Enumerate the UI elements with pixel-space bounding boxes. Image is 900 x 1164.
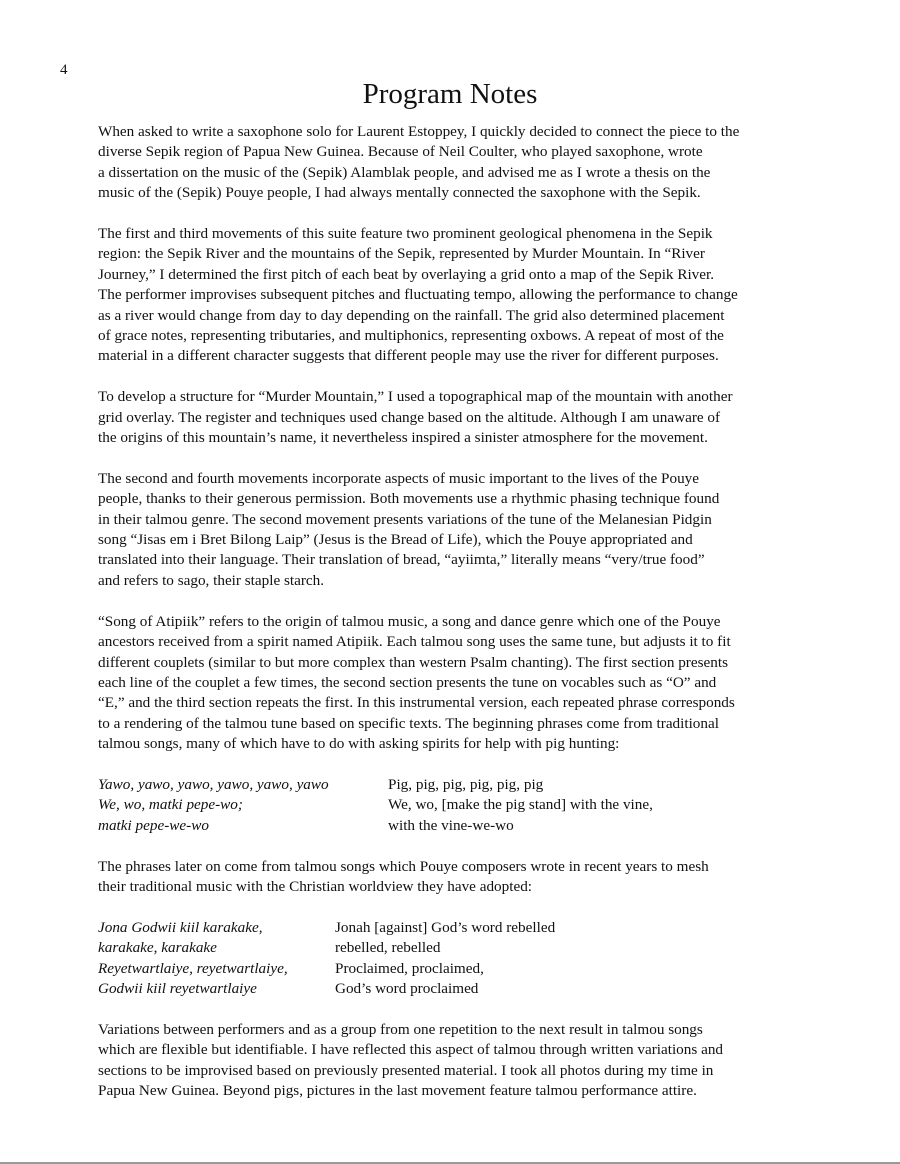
paragraph-line: people, thanks to their generous permission. Both movements use a rhythmic phasing technique found [98, 490, 720, 508]
paragraphs-block [98, 122, 848, 755]
verse-pig-hunting [98, 775, 848, 836]
paragraph-line: The performer improvises subsequent pitches and fluctuating tempo, allowing the performance to change [98, 286, 738, 304]
paragraph-line: music of the (Sepik) Pouye people, I had always mentally connected the saxophone with the Sepik. [98, 184, 701, 202]
paragraph-line: which are flexible but identifiable. I have reflected this aspect of talmou through written variations and [98, 1041, 724, 1059]
paragraph-line: When asked to write a saxophone solo for Laurent Estoppey, I quickly decided to connect the piece to the [98, 123, 740, 140]
paragraph-line: sections to be improvised based on previously presented material. I took all photos during my time in [98, 1061, 714, 1079]
paragraph-line: The second and fourth movements incorporate aspects of music important to the lives of the Pouye [98, 469, 700, 487]
paragraph-later-phrases [98, 857, 848, 898]
verse-line [98, 918, 848, 938]
paragraph-line: in their talmou genre. The second movement presents variations of the tune of the Melanesian Pidgin [98, 510, 712, 528]
paragraph [98, 387, 848, 448]
paragraph-line: The phrases later on come from talmou songs which Pouye composers wrote in recent years to mesh [98, 857, 709, 875]
paragraph-line: the origins of this mountain’s name, it nevertheless inspired a sinister atmosphere for the movement. [98, 429, 708, 447]
paragraph-line: “E,” and the third section repeats the first. In this instrumental version, each repeated phrase corresponds [98, 694, 735, 712]
paragraph-line: region: the Sepik River and the mountains of the Sepik, represented by Murder Mountain. In “River [98, 245, 705, 263]
verse-line [98, 816, 848, 836]
paragraph-line: grid overlay. The register and techniques used change based on the altitude. Although I am unaware of [98, 408, 721, 426]
paragraph-line: different couplets (similar to but more complex than western Psalm chanting). The first section presents [98, 653, 728, 671]
paragraph-line: material in a different character suggests that different people may use the river for different purposes. [98, 347, 719, 365]
paragraph-line: each line of the couplet a few times, the second section presents the tune on vocables such as “O” and [98, 673, 717, 691]
verse-line [98, 979, 848, 999]
verse-original-text: karakake, karakake [98, 939, 217, 957]
paragraph-line: a dissertation on the music of the (Sepik) Alamblak people, and advised me as I wrote a thesis on the [98, 163, 711, 181]
paragraph-line: “Song of Atipiik” refers to the origin of talmou music, a song and dance genre which one of the Pouye [98, 612, 721, 630]
verse-translation-text: with the vine-we-wo [388, 816, 514, 834]
verse-jonah [98, 918, 848, 1000]
paragraph [98, 469, 848, 591]
verse-original-text: Yawo, yawo, yawo, yawo, yawo, yawo [98, 775, 329, 793]
document-body [98, 122, 848, 1101]
verse-line [98, 775, 848, 795]
page-title: Program Notes [362, 78, 538, 110]
paragraph-line: ancestors received from a spirit named Atipiik. Each talmou song uses the same tune, but adjusts it to fit [98, 633, 731, 651]
paragraph-line: talmou songs, many of which have to do with asking spirits for help with pig hunting: [98, 735, 620, 753]
verse-original-text: matki pepe-we-wo [98, 816, 209, 834]
verse-line [98, 959, 848, 979]
paragraph-line: Journey,” I determined the first pitch of each beat by overlaying a grid onto a map of the Sepik River. [98, 265, 715, 283]
paragraph-line: song “Jisas em i Bret Bilong Laip” (Jesus is the Bread of Life), which the Pouye appropriated and [98, 531, 693, 549]
verse-translation-text: God’s word proclaimed [335, 979, 479, 997]
verse-original-text: Reyetwartlaiye, reyetwartlaiye, [98, 959, 288, 977]
paragraph-line: Variations between performers and as a group from one repetition to the next result in talmou songs [98, 1020, 703, 1038]
paragraph-line: to a rendering of the talmou tune based on specific texts. The beginning phrases come from traditional [98, 714, 719, 732]
verse-translation-text: Jonah [against] God’s word rebelled [335, 918, 556, 936]
verse-line [98, 795, 848, 815]
verse-translation-text: Pig, pig, pig, pig, pig, pig [388, 775, 544, 793]
verse-translation-text: rebelled, rebelled [335, 939, 441, 957]
paragraph-line: Papua New Guinea. Beyond pigs, pictures in the last movement feature talmou performance attire. [98, 1081, 697, 1099]
paragraph-line: The first and third movements of this suite feature two prominent geological phenomena in the Sepik [98, 225, 713, 243]
paragraph [98, 612, 848, 755]
paragraph-line: their traditional music with the Christian worldview they have adopted: [98, 877, 533, 895]
paragraph-line: To develop a structure for “Murder Mountain,” I used a topographical map of the mountain with another [98, 388, 733, 406]
paragraph-line: diverse Sepik region of Papua New Guinea. Because of Neil Coulter, who played saxophone, wrote [98, 143, 703, 161]
paragraph-line: translated into their language. Their translation of bread, “ayiimta,” literally means “very/true food” [98, 551, 705, 569]
paragraph-line: as a river would change from day to day depending on the rainfall. The grid also determined placement [98, 306, 725, 324]
paragraph [98, 122, 848, 204]
verse-translation-text: We, wo, [make the pig stand] with the vine, [388, 796, 653, 814]
verse-line [98, 938, 848, 958]
verse-translation-text: Proclaimed, proclaimed, [335, 959, 484, 977]
verse-original-text: Jona Godwii kiil karakake, [98, 918, 263, 936]
verse-original-text: Godwii kiil reyetwartlaiye [98, 979, 257, 997]
verse-original-text: We, wo, matki pepe-wo; [98, 796, 243, 814]
page-number: 4 [60, 62, 68, 78]
paragraph [98, 224, 848, 367]
paragraph-variations [98, 1020, 848, 1102]
paragraph-line: and refers to sago, their staple starch. [98, 571, 325, 589]
paragraph-line: of grace notes, representing tributaries, and multiphonics, representing oxbows. A repeat of most of the [98, 327, 724, 345]
